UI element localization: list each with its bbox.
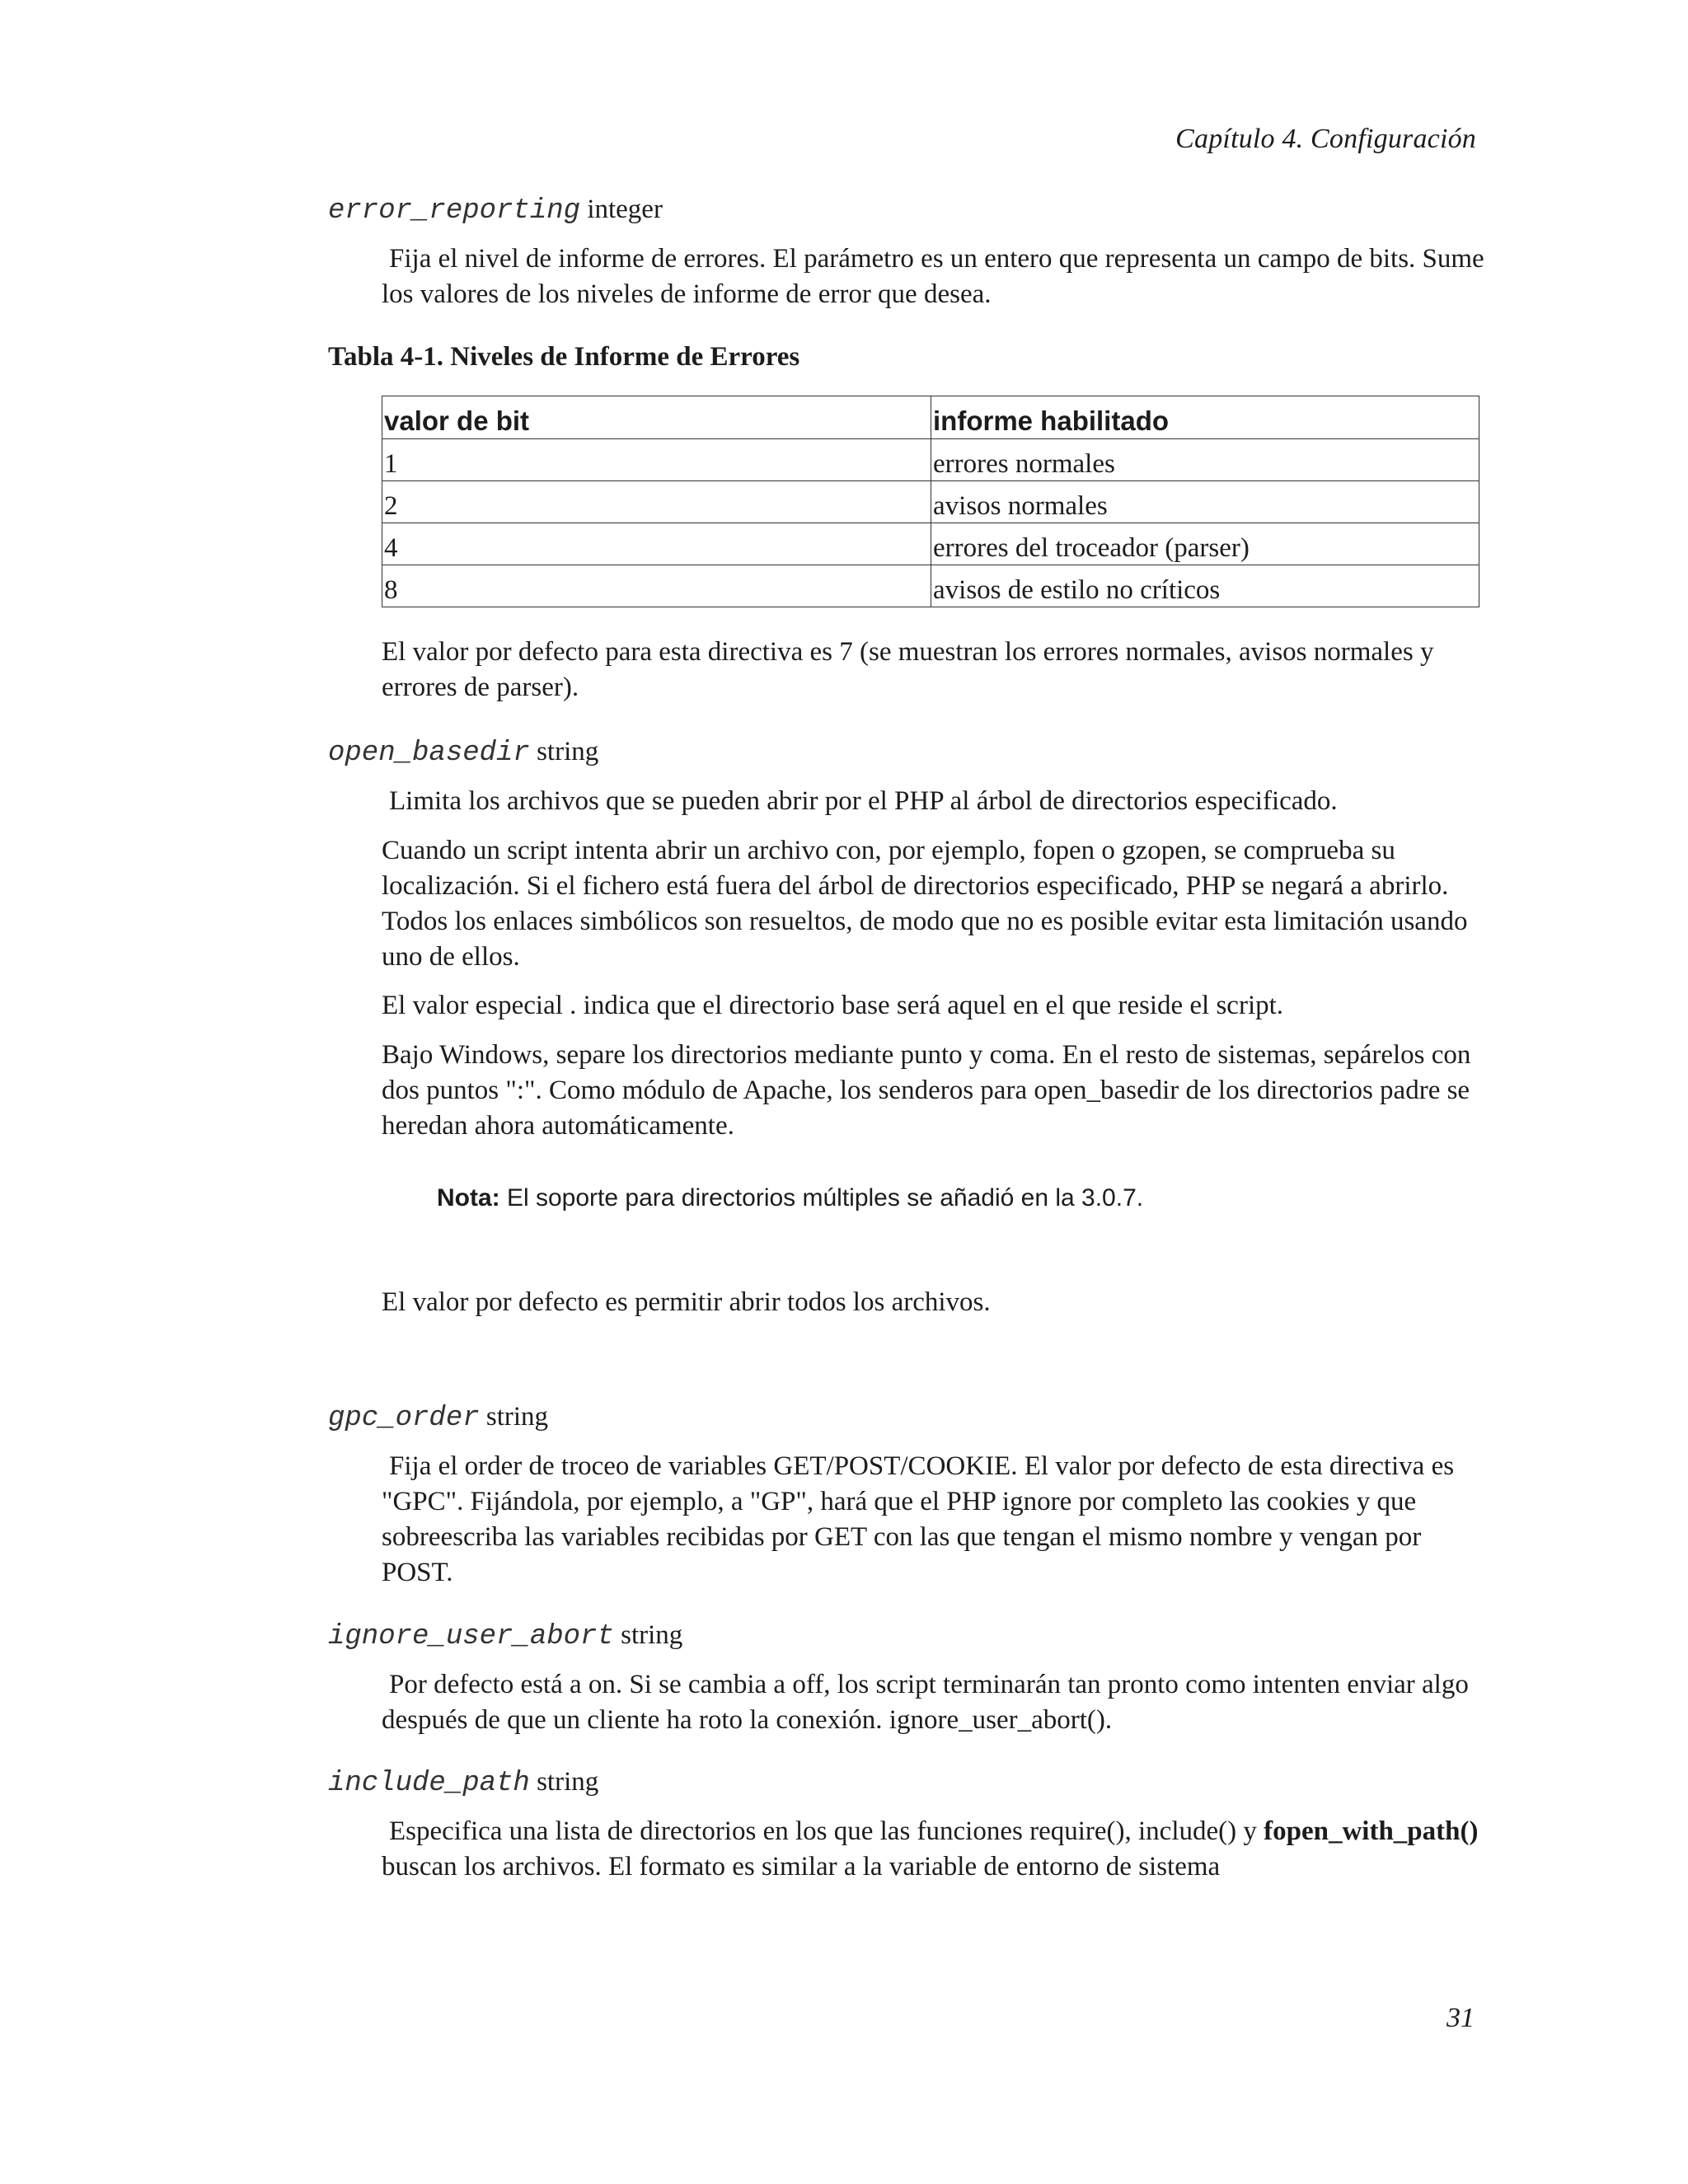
table-cell: avisos de estilo no críticos — [931, 565, 1479, 607]
directive-type: string — [537, 1767, 599, 1797]
include-path-text-b: buscan los archivos. El formato es similar a la variable de entorno de sistema — [382, 1852, 1221, 1882]
term-ignore-user-abort — [328, 1620, 682, 1652]
table-cell: 4 — [382, 523, 931, 565]
error-reporting-default: El valor por defecto para esta directiva es 7 (se muestran los errores normales, avisos normales y errores de parser). — [382, 637, 1434, 702]
chapter-header: Capítulo 4. Configuración — [1175, 124, 1476, 154]
table-cell: errores del troceador (parser) — [931, 523, 1479, 565]
directive-type: string — [537, 737, 599, 766]
table-cell: avisos normales — [931, 481, 1479, 523]
gpc-order-description: Fija el order de troceo de variables GET/POST/COOKIE. El valor por defecto de esta directiva es "GPC". Fijándola, por ejemplo, a "GP", hará que el PHP ignore por completo las cookies y que sobreescriba las variables recibidas por GET con las que tengan el mismo nombre y vengan por POST. — [382, 1451, 1455, 1587]
table-row — [382, 523, 1479, 565]
error-reporting-description: Fija el nivel de informe de errores. El parámetro es un entero que representa un campo de bits. Sume los valores de los niveles de informe de error que desea. — [382, 244, 1484, 309]
directive-name: ignore_user_abort — [328, 1621, 614, 1652]
directive-type: string — [621, 1620, 683, 1650]
table-cell: 2 — [382, 481, 931, 523]
include-path-description — [382, 1814, 1486, 1885]
directive-name: error_reporting — [328, 195, 581, 227]
directive-name: open_basedir — [328, 738, 530, 769]
table-cell: errores normales — [931, 439, 1479, 481]
open-basedir-windows: Bajo Windows, separe los directorios mediante punto y coma. En el resto de sistemas, sepárelos con dos puntos ":". Como módulo de Apache, los senderos para open_basedir de los directorios padre se heredan ahora automáticamente. — [382, 1040, 1471, 1141]
term-open-basedir — [328, 737, 598, 769]
include-path-text-a: Especifica una lista de directorios en los que las funciones require(), include() y — [389, 1816, 1264, 1846]
table-row — [382, 481, 1479, 523]
open-basedir-special-value: El valor especial . indica que el directorio base será aquel en el que reside el script. — [382, 991, 1284, 1020]
term-gpc-order — [328, 1402, 548, 1434]
table-row — [382, 439, 1479, 481]
table-caption: Tabla 4-1. Niveles de Informe de Errores — [328, 342, 800, 372]
term-error-reporting — [328, 194, 663, 227]
directive-name: gpc_order — [328, 1403, 480, 1434]
table-header-cell: valor de bit — [382, 396, 931, 439]
table-header-row — [382, 396, 1479, 439]
directive-name: include_path — [328, 1768, 530, 1799]
note-label: Nota: — [437, 1184, 500, 1212]
directive-type: integer — [587, 194, 663, 224]
open-basedir-description: Limita los archivos que se pueden abrir por el PHP al árbol de directorios especificado. — [389, 786, 1338, 816]
table-row — [382, 565, 1479, 607]
note-text: El soporte para directorios múltiples se añadió en la 3.0.7. — [499, 1184, 1144, 1212]
include-path-function: fopen_with_path() — [1264, 1816, 1479, 1846]
error-levels-table — [382, 396, 1479, 607]
open-basedir-details: Cuando un script intenta abrir un archivo con, por ejemplo, fopen o gzopen, se comprueba su localización. Si el fichero está fuera del árbol de directorios especificado, PHP se negará a abrirlo. Todos los enlaces simbólicos son resueltos, de modo que no es posible evitar esta limitación usando uno de ellos. — [382, 836, 1468, 972]
table-cell: 8 — [382, 565, 931, 607]
open-basedir-default: El valor por defecto es permitir abrir todos los archivos. — [382, 1287, 991, 1317]
table-header-cell: informe habilitado — [931, 396, 1479, 439]
page-number: 31 — [1447, 2003, 1475, 2033]
ignore-user-abort-description: Por defecto está a on. Si se cambia a off, los script terminarán tan pronto como intenten enviar algo después de que un cliente ha roto la conexión. ignore_user_abort(). — [382, 1670, 1469, 1735]
term-include-path — [328, 1767, 598, 1799]
table-cell: 1 — [382, 439, 931, 481]
directive-type: string — [485, 1402, 549, 1432]
note — [437, 1184, 1143, 1212]
